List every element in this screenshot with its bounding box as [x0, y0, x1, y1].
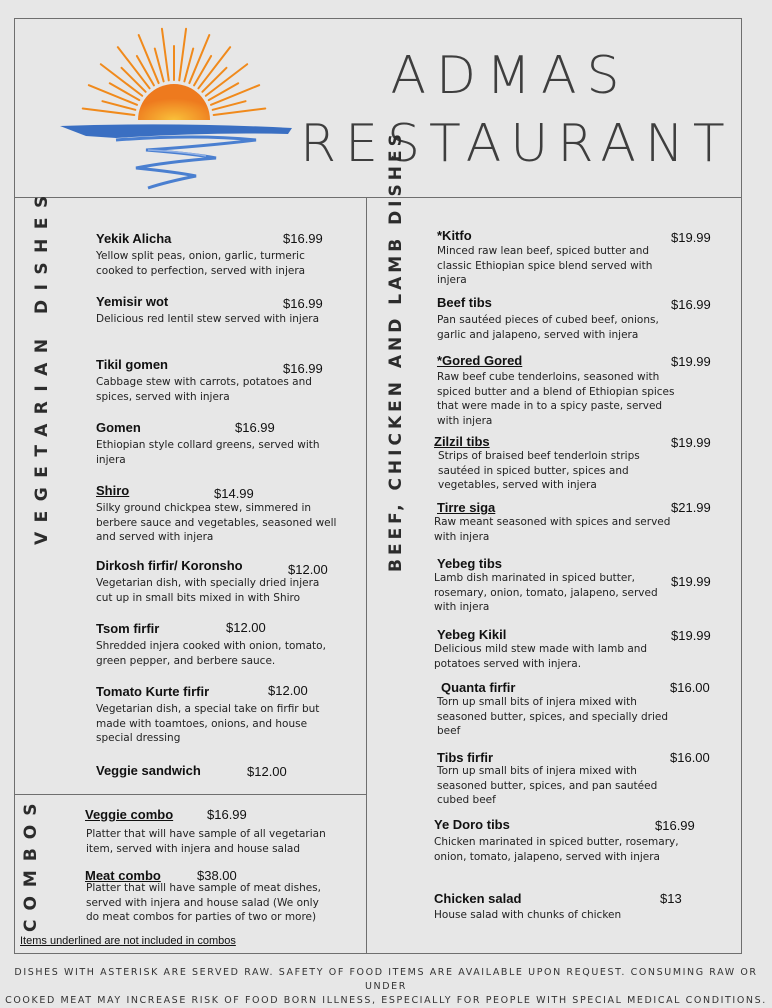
restaurant-title-line2: RESTAURANT [300, 114, 734, 174]
description-line: Delicious mild stew made with lamb and [434, 643, 648, 655]
description-line: that were made in to a spicy paste, served [437, 400, 663, 413]
dish-price: $38.00 [197, 868, 237, 883]
disclaimer-line: COOKED MEAT MAY INCREASE RISK OF FOOD BORN ILLNESS, ESPECIALLY FOR PEOPLE WITH SPECIAL MEDICAL CONDITIONS. [5, 995, 767, 1006]
description-line: Cabbage stew with carrots, potatoes and [96, 376, 312, 388]
dish-name: Veggie combo [85, 807, 174, 822]
dish-name: Veggie sandwich [96, 763, 201, 778]
dish-name: Yebeg tibs [437, 556, 503, 571]
dish-name: Chicken salad [434, 891, 522, 906]
description-line: spiced butter and a blend of Ethiopian spices [437, 385, 675, 398]
dish-description [437, 695, 668, 739]
dish-name: Zilzil tibs [434, 434, 490, 449]
description-line: Raw beef cube tenderloins, seasoned with [437, 371, 660, 383]
dish-name: Yemisir wot [96, 294, 169, 309]
description-line: Shredded injera cooked with onion, tomato, [96, 640, 326, 652]
dish-description [434, 835, 679, 864]
dish-price: $16.00 [670, 750, 710, 765]
description-line: Minced raw lean beef, spiced butter and [437, 245, 650, 257]
description-line: Vegetarian dish, with specially dried injera [96, 577, 320, 589]
dish-name: Beef tibs [437, 295, 492, 310]
dish-description [96, 639, 326, 668]
sun-ray [194, 56, 211, 85]
meat-section-heading: BEEF, CHICKEN AND LAMB DISHES [386, 130, 406, 572]
dish-name: Tsom firfir [96, 621, 160, 636]
description-line: garlic and jalapeno, served with injera [437, 328, 639, 341]
description-line: with injera [434, 530, 490, 543]
description-line: classic Ethiopian spice blend served with [437, 259, 653, 272]
raw-food-disclaimer [0, 966, 772, 1008]
description-line: onion, tomato, jalapeno, served with injera [434, 850, 660, 863]
dish-description [437, 370, 675, 428]
description-line: Silky ground chickpea stew, simmered in [96, 502, 312, 514]
description-line: potatoes served with injera. [434, 657, 582, 670]
sun-ray [83, 108, 135, 115]
dish-description [434, 908, 621, 923]
description-line: seasoned butter, spices, and pan sautéed [437, 779, 658, 792]
dish-name: Meat combo [85, 868, 161, 883]
dish-price: $12.00 [268, 683, 308, 698]
description-line: Platter that will have sample of meat dishes, [86, 882, 321, 894]
dish-description [437, 313, 659, 342]
description-line: item, served with injera and house salad [86, 842, 300, 855]
dish-price: $16.00 [670, 680, 710, 695]
description-line: made with toamtoes, onions, and house [96, 717, 308, 730]
dish-price: $14.99 [214, 486, 254, 501]
dish-description [434, 571, 658, 615]
description-line: berbere sauce and vegetables, seasoned well [96, 516, 337, 529]
description-line: Strips of braised beef tenderloin strips [438, 450, 640, 462]
dish-description [437, 764, 657, 808]
description-line: cubed beef [437, 794, 496, 807]
sun-ray [179, 29, 186, 81]
dish-description [434, 515, 670, 544]
description-line: Vegetarian dish, a special take on firfir but [96, 703, 320, 715]
combos-section-heading: COMBOS [21, 794, 41, 932]
description-line: green pepper, and berbere sauce. [96, 654, 276, 667]
sunset-logo [56, 22, 296, 194]
dish-name: Gomen [96, 420, 141, 435]
combo-footnote: Items underlined are not included in combos [20, 935, 236, 947]
restaurant-title-line1: ADMAS [390, 46, 630, 106]
description-line: Raw meant seasoned with spices and served [434, 516, 671, 528]
dish-price: $19.99 [671, 230, 711, 245]
dish-description [434, 642, 647, 671]
description-line: House salad with chunks of chicken [434, 909, 622, 921]
dish-description [96, 576, 319, 605]
sun-ray [110, 83, 140, 100]
dish-price: $16.99 [671, 297, 711, 312]
dish-name: Ye Doro tibs [434, 817, 510, 832]
combo-box [14, 794, 367, 954]
dish-price: $16.99 [283, 231, 323, 246]
description-line: injera [437, 274, 467, 287]
description-line: and served with injera [96, 531, 214, 544]
description-line: cooked to perfection, served with injera [96, 264, 306, 277]
description-line: Ethiopian style collard greens, served with [96, 439, 320, 451]
dish-price: $12.00 [288, 562, 328, 577]
dish-name: Yebeg Kikil [437, 627, 507, 642]
dish-price: $19.99 [671, 354, 711, 369]
vegetarian-section-heading: VEGETARIAN DISHES [32, 186, 52, 545]
dish-price: $19.99 [671, 574, 711, 589]
sun-ray [209, 83, 239, 100]
dish-price: $16.99 [655, 818, 695, 833]
dish-name: Dirkosh firfir/ Koronsho [96, 558, 243, 573]
dish-description [96, 702, 319, 746]
description-line: served with injera and house salad (We only [86, 896, 319, 909]
description-line: with injera [434, 601, 490, 614]
description-line: do meat combos for parties of two or more) [86, 911, 317, 924]
dish-price: $16.99 [235, 420, 275, 435]
description-line: sautéed in spiced butter, spices and [438, 464, 629, 477]
dish-description [86, 827, 326, 856]
dish-name: Tirre siga [437, 500, 496, 515]
sun-ray [162, 29, 169, 81]
dish-price: $16.99 [283, 296, 323, 311]
dish-description [438, 449, 640, 493]
dish-price: $21.99 [671, 500, 711, 515]
dish-description [96, 249, 305, 278]
description-line: Chicken marinated in spiced butter, rosemary, [434, 836, 679, 848]
description-line: cut up in small bits mixed in with Shiro [96, 591, 301, 604]
description-line: with injera [437, 414, 493, 427]
dish-name: *Gored Gored [437, 353, 523, 368]
description-line: beef [437, 725, 461, 738]
description-line: Platter that will have sample of all vegetarian [86, 828, 326, 840]
sun-ray [137, 56, 154, 85]
description-line: Yellow split peas, onion, garlic, turmeric [96, 250, 305, 262]
sun-half [138, 84, 210, 120]
dish-description [96, 375, 312, 404]
dish-description [96, 501, 336, 545]
dish-description [86, 881, 321, 925]
description-line: Torn up small bits of injera mixed with [437, 696, 637, 708]
dish-name: Tomato Kurte firfir [96, 684, 210, 699]
description-line: spices, served with injera [96, 390, 230, 403]
dish-name: *Kitfo [437, 228, 472, 243]
dish-name: Tibs firfir [437, 750, 494, 765]
description-line: Pan sautéed pieces of cubed beef, onions, [437, 314, 659, 326]
description-line: rosemary, onion, tomato, jalapeno, served [434, 586, 658, 599]
dish-description [96, 438, 320, 467]
dish-price: $12.00 [226, 620, 266, 635]
dish-price: $12.00 [247, 764, 287, 779]
dish-name: Tikil gomen [96, 357, 168, 372]
sun-ray [214, 108, 266, 115]
dish-price: $19.99 [671, 628, 711, 643]
dish-price: $13 [660, 891, 682, 906]
description-line: special dressing [96, 732, 181, 745]
description-line: injera [96, 453, 126, 466]
description-line: Lamb dish marinated in spiced butter, [434, 572, 635, 584]
dish-description [96, 312, 319, 327]
description-line: Delicious red lentil stew served with injera [96, 313, 320, 325]
dish-price: $16.99 [207, 807, 247, 822]
dish-price: $19.99 [671, 435, 711, 450]
dish-description [437, 244, 652, 288]
dish-price: $16.99 [283, 361, 323, 376]
description-line: Torn up small bits of injera mixed with [437, 765, 637, 777]
description-line: vegetables, served with injera [438, 479, 597, 492]
dish-name: Yekik Alicha [96, 231, 172, 246]
dish-name: Quanta firfir [441, 680, 516, 695]
disclaimer-line: DISHES WITH ASTERISK ARE SERVED RAW. SAFETY OF FOOD ITEMS ARE AVAILABLE UPON REQUEST. CONSUMING RAW OR UNDER [14, 967, 758, 992]
dish-name: Shiro [96, 483, 130, 498]
description-line: seasoned butter, spices, and specially dried [437, 710, 669, 723]
